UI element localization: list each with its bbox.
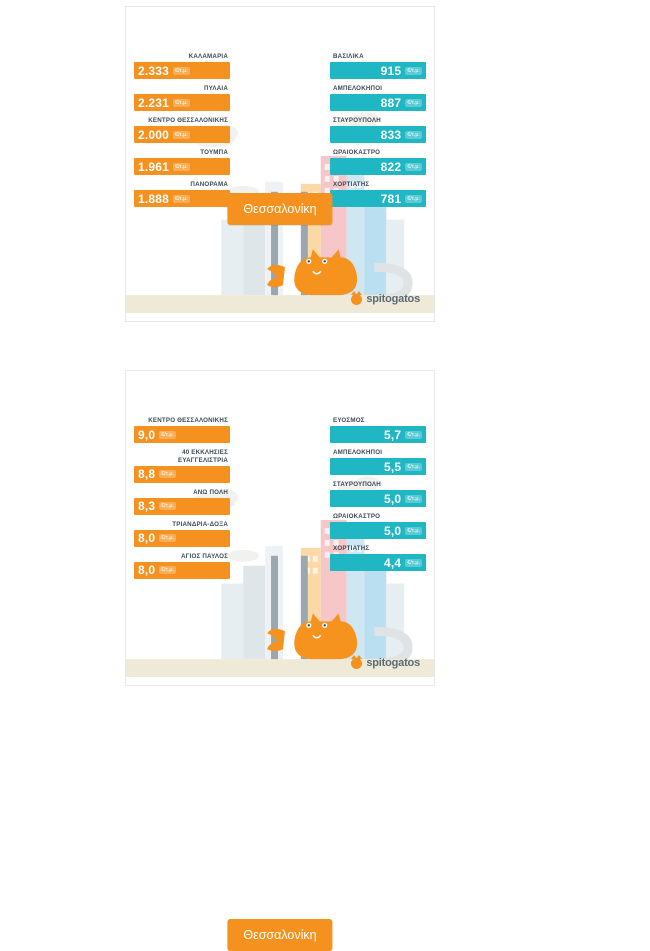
price-bar — [330, 126, 426, 143]
cat-logo-icon — [351, 294, 362, 305]
list-item[interactable] — [330, 417, 426, 443]
price-unit: €/τ.μ. — [407, 99, 420, 106]
price-unit: €/τ.μ. — [407, 495, 420, 502]
price-unit: €/τ.μ. — [175, 195, 188, 202]
price-bar — [134, 62, 230, 79]
list-item[interactable] — [134, 417, 230, 443]
list-item[interactable] — [330, 181, 426, 207]
price-unit: €/τ.μ. — [407, 131, 420, 138]
price-bar — [330, 490, 426, 507]
area-label: ΚΕΝΤΡΟ ΘΕΣΣΑΛΟΝΙΚΗΣ — [148, 117, 228, 124]
city-sign-label: Θεσσαλονίκη — [243, 202, 317, 216]
price-unit: €/τ.μ. — [161, 503, 175, 509]
price-unit: €/τ.μ. — [175, 99, 188, 106]
price-unit: €/τ.μ. — [407, 559, 420, 566]
price-value: 833 — [380, 127, 402, 142]
price-unit: €/τ.μ. — [407, 67, 420, 74]
price-bar — [330, 554, 426, 571]
area-label: ΚΑΛΑΜΑΡΙΑ — [188, 53, 228, 60]
infographic-rent — [125, 370, 435, 942]
price-value: 5,7 — [383, 427, 402, 442]
price-value: 4,4 — [383, 555, 402, 570]
price-value: 822 — [380, 159, 402, 174]
list-item[interactable] — [134, 117, 230, 143]
list-item[interactable] — [134, 449, 230, 483]
low-prices-panel — [134, 417, 230, 585]
list-item[interactable] — [330, 149, 426, 175]
area-label: ΠΑΝΟΡΑΜΑ — [190, 181, 228, 188]
area-label: ΠΥΛΑΙΑ — [203, 85, 228, 92]
brand-name: spitogatos — [366, 293, 420, 305]
price-unit: €/τ.μ. — [161, 567, 175, 573]
price-value: 887 — [380, 95, 402, 110]
high-prices-panel — [330, 53, 426, 213]
price-unit: €/τ.μ. — [175, 163, 188, 170]
price-unit: €/τ.μ. — [407, 431, 420, 438]
cat-logo-icon — [351, 658, 362, 669]
list-item[interactable] — [134, 53, 230, 79]
price-value: 2.333 — [138, 63, 170, 78]
price-value: 1.888 — [138, 191, 170, 206]
price-value: 9,0 — [138, 427, 156, 442]
area-label: ΣΤΑΥΡΟΥΠΟΛΗ — [333, 117, 381, 124]
price-bar — [330, 522, 426, 539]
list-item[interactable] — [134, 149, 230, 175]
price-value: 8,0 — [138, 531, 156, 545]
infographic-sale — [125, 6, 435, 322]
list-item[interactable] — [330, 85, 426, 111]
price-value: 2.000 — [138, 127, 170, 142]
price-value: 915 — [380, 63, 402, 78]
list-item[interactable] — [134, 553, 230, 579]
brand-name: spitogatos — [366, 657, 420, 669]
city-sign — [227, 919, 332, 951]
price-unit: €/τ.μ. — [161, 535, 175, 541]
area-label: ΕΥΟΣΜΟΣ — [333, 417, 365, 424]
list-item[interactable] — [134, 521, 230, 547]
price-value: 781 — [380, 191, 402, 206]
price-bar — [134, 530, 230, 547]
price-unit: €/τ.μ. — [161, 431, 175, 438]
brand-logo[interactable] — [351, 657, 420, 669]
area-label: ΧΟΡΤΙΑΤΗΣ — [333, 181, 370, 188]
area-label: ΧΟΡΤΙΑΤΗΣ — [333, 545, 370, 552]
price-bar — [134, 426, 230, 443]
price-value: 5,0 — [383, 491, 402, 506]
area-label: ΒΑΣΙΛΙΚΑ — [333, 53, 364, 60]
area-label: ΩΡΑΙΟΚΑΣΤΡΟ — [333, 149, 381, 156]
low-prices-panel — [134, 53, 230, 213]
area-label: ΤΡΙΑΝΔΡΙΑ-ΔΟΞΑ — [172, 520, 228, 528]
price-bar — [330, 426, 426, 443]
brand-logo[interactable] — [351, 293, 420, 305]
price-bar — [330, 158, 426, 175]
area-label: ΑΜΠΕΛΟΚΗΠΟΙ — [333, 449, 383, 456]
list-item[interactable] — [330, 513, 426, 539]
price-unit: €/τ.μ. — [407, 195, 420, 202]
price-value: 5,0 — [383, 523, 402, 538]
area-label: 40 ΕΚΚΛΗΣΙΕΣ ΕΥΑΓΓΕΛΙΣΤΡΙΑ — [178, 449, 228, 464]
list-item[interactable] — [330, 449, 426, 475]
area-label: ΤΟΥΜΠΑ — [200, 149, 228, 156]
price-value: 8,8 — [138, 467, 156, 481]
area-label: ΣΤΑΥΡΟΥΠΟΛΗ — [333, 481, 381, 488]
price-unit: €/τ.μ. — [175, 67, 188, 74]
price-bar — [134, 466, 230, 483]
price-value: 1.961 — [138, 159, 170, 174]
city-sign-label: Θεσσαλονίκη — [243, 928, 317, 942]
list-item[interactable] — [134, 489, 230, 515]
price-bar — [330, 62, 426, 79]
price-bar — [134, 126, 230, 143]
price-value: 2.231 — [138, 95, 170, 110]
list-item[interactable] — [134, 85, 230, 111]
price-unit: €/τ.μ. — [407, 527, 420, 534]
price-bar — [330, 458, 426, 475]
area-label: ΑΓΙΟΣ ΠΑΥΛΟΣ — [181, 552, 228, 560]
area-label: ΚΕΝΤΡΟ ΘΕΣΣΑΛΟΝΙΚΗΣ — [148, 417, 228, 424]
price-bar — [134, 190, 230, 207]
price-bar — [134, 562, 230, 579]
area-label: ΑΝΩ ΠΟΛΗ — [193, 488, 228, 496]
list-item[interactable] — [330, 53, 426, 79]
price-value: 8,0 — [138, 563, 156, 577]
price-bar — [330, 94, 426, 111]
price-bar — [330, 190, 426, 207]
list-item[interactable] — [330, 545, 426, 571]
price-unit: €/τ.μ. — [161, 471, 175, 477]
area-label: ΩΡΑΙΟΚΑΣΤΡΟ — [333, 513, 381, 520]
high-prices-panel — [330, 417, 426, 577]
list-item[interactable] — [134, 181, 230, 207]
list-item[interactable] — [330, 117, 426, 143]
list-item[interactable] — [330, 481, 426, 507]
price-unit: €/τ.μ. — [407, 463, 420, 470]
price-value: 8,3 — [138, 499, 156, 513]
price-bar — [134, 94, 230, 111]
price-bar — [134, 158, 230, 175]
price-value: 5,5 — [383, 459, 402, 474]
area-label: ΑΜΠΕΛΟΚΗΠΟΙ — [333, 85, 383, 92]
price-bar — [134, 498, 230, 515]
city-sign — [227, 193, 332, 225]
price-unit: €/τ.μ. — [175, 131, 188, 138]
price-unit: €/τ.μ. — [407, 163, 420, 170]
